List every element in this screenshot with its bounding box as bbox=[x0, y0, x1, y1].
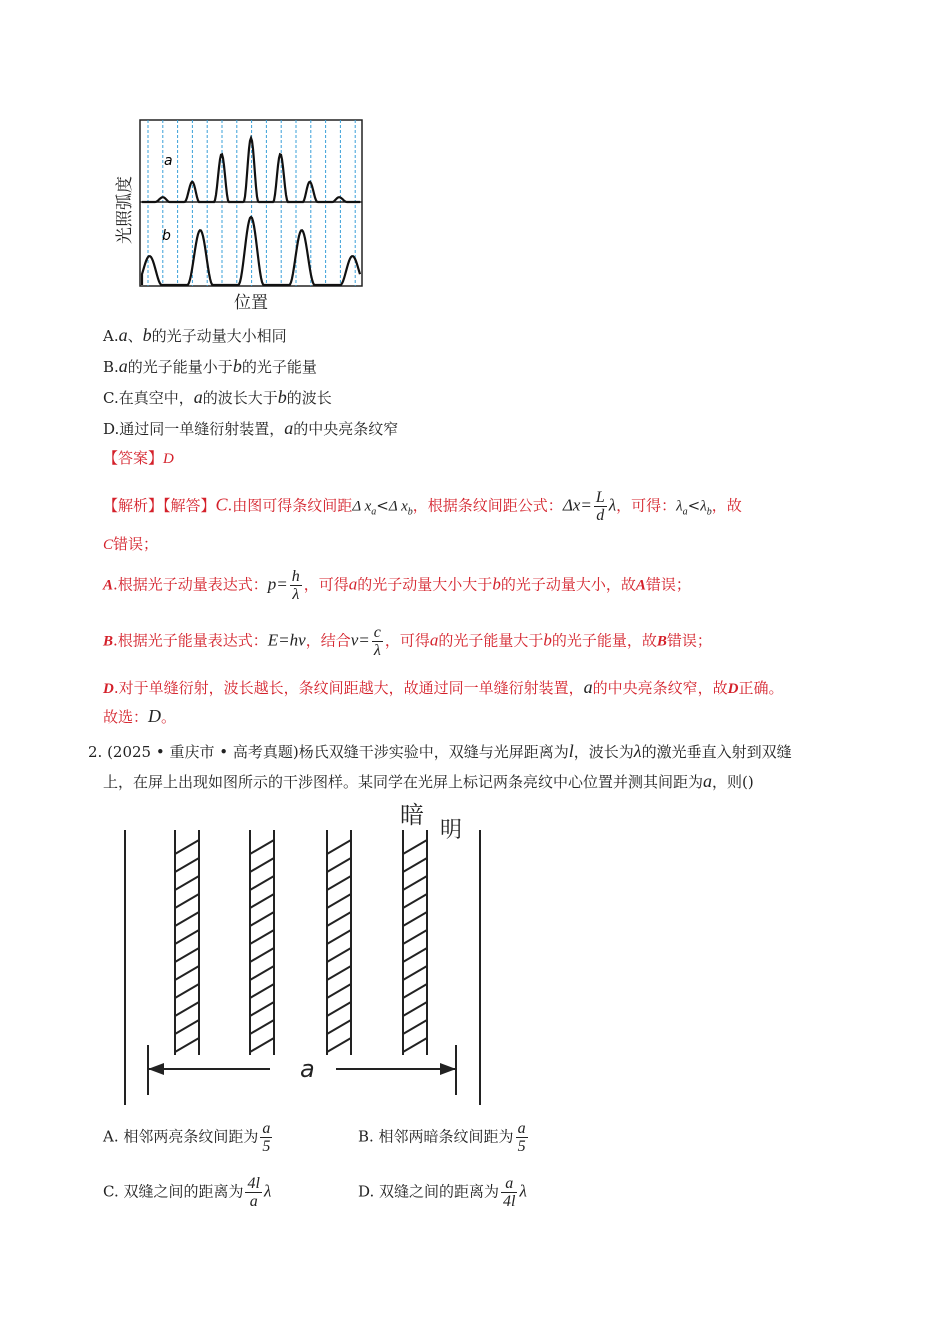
intensity-figure bbox=[108, 112, 370, 312]
analysis-line-1: 【解析】【解答】C.由图可得条纹间距Δ $x_a<\Delta$ $x_b$，根据条纹间距公式：Δx= $\frac{L}{d}$ λ，可得：$\lambda_a<\lambda_b$，故 bbox=[103, 489, 742, 524]
dark-label: 暗 bbox=[400, 801, 424, 829]
q2-option-b: B. 相邻两暗条纹间距为 $\frac{a}{5}$ bbox=[358, 1120, 526, 1155]
y-axis-label: 光照弧度 bbox=[115, 176, 135, 244]
q2-option-a: A. 相邻两亮条纹间距为 $\frac{a}{5}$ bbox=[103, 1120, 271, 1155]
analysis-line-4: B.根据光子能量表达式：E=hν，结合ν= $\frac{c}{\lambda}$ ，可得a的光子能量大于b的光子能量，故B错误； bbox=[103, 624, 712, 659]
q2-stem-line-1: 2. (2025 • 重庆市 • 高考真题)杨氏双缝干涉实验中，双缝与光屏距离为l，波长为λ的激光垂直入射到双缝 bbox=[88, 741, 792, 761]
x-axis-label: 位置 bbox=[234, 293, 268, 312]
analysis-line-6: 故选：D。 bbox=[103, 706, 177, 726]
analysis-line-2: C错误； bbox=[103, 535, 159, 553]
fringe-figure bbox=[110, 795, 500, 1115]
label-b: b bbox=[162, 228, 171, 244]
q1-option-d: D.通过同一单缝衍射装置，a的中央亮条纹窄 bbox=[103, 418, 399, 438]
q2-stem-line-2: 上，在屏上出现如图所示的干涉图样。某同学在光屏上标记两条亮纹中心位置并测其间距为a，则() bbox=[103, 771, 754, 791]
analysis-line-3: A.根据光子动量表达式：p= $\frac{h}{\lambda}$ ，可得a的光子动量大小大于b的光子动量大小，故A错误； bbox=[103, 568, 691, 603]
q2-option-c: C. 双缝之间的距离为 $\frac{4l}{a}$ λ bbox=[103, 1175, 272, 1210]
q1-option-c: C.在真空中，a的波长大于b的波长 bbox=[103, 387, 332, 407]
q2-option-d: D. 双缝之间的距离为 $\frac{a}{4l}$ λ bbox=[358, 1175, 527, 1210]
intensity-graph bbox=[108, 112, 370, 312]
pattern-b-curve bbox=[142, 217, 360, 285]
label-a: a bbox=[164, 153, 173, 169]
distance-label: a bbox=[300, 1055, 315, 1083]
q1-answer: 【答案】D bbox=[103, 449, 174, 467]
arrow-right-head bbox=[440, 1063, 456, 1075]
arrow-left-head bbox=[148, 1063, 164, 1075]
bright-label: 明 bbox=[440, 818, 463, 843]
q1-option-a: A.a、b的光子动量大小相同 bbox=[103, 325, 287, 345]
fringe-diagram bbox=[110, 795, 500, 1115]
q1-option-b: B.a的光子能量小于b的光子能量 bbox=[103, 356, 317, 376]
analysis-line-5: D.对于单缝衍射，波长越长，条纹间距越大，故通过同一单缝衍射装置，a的中央亮条纹窄，故D正确。 bbox=[103, 677, 784, 697]
pattern-a-curve bbox=[142, 138, 360, 202]
